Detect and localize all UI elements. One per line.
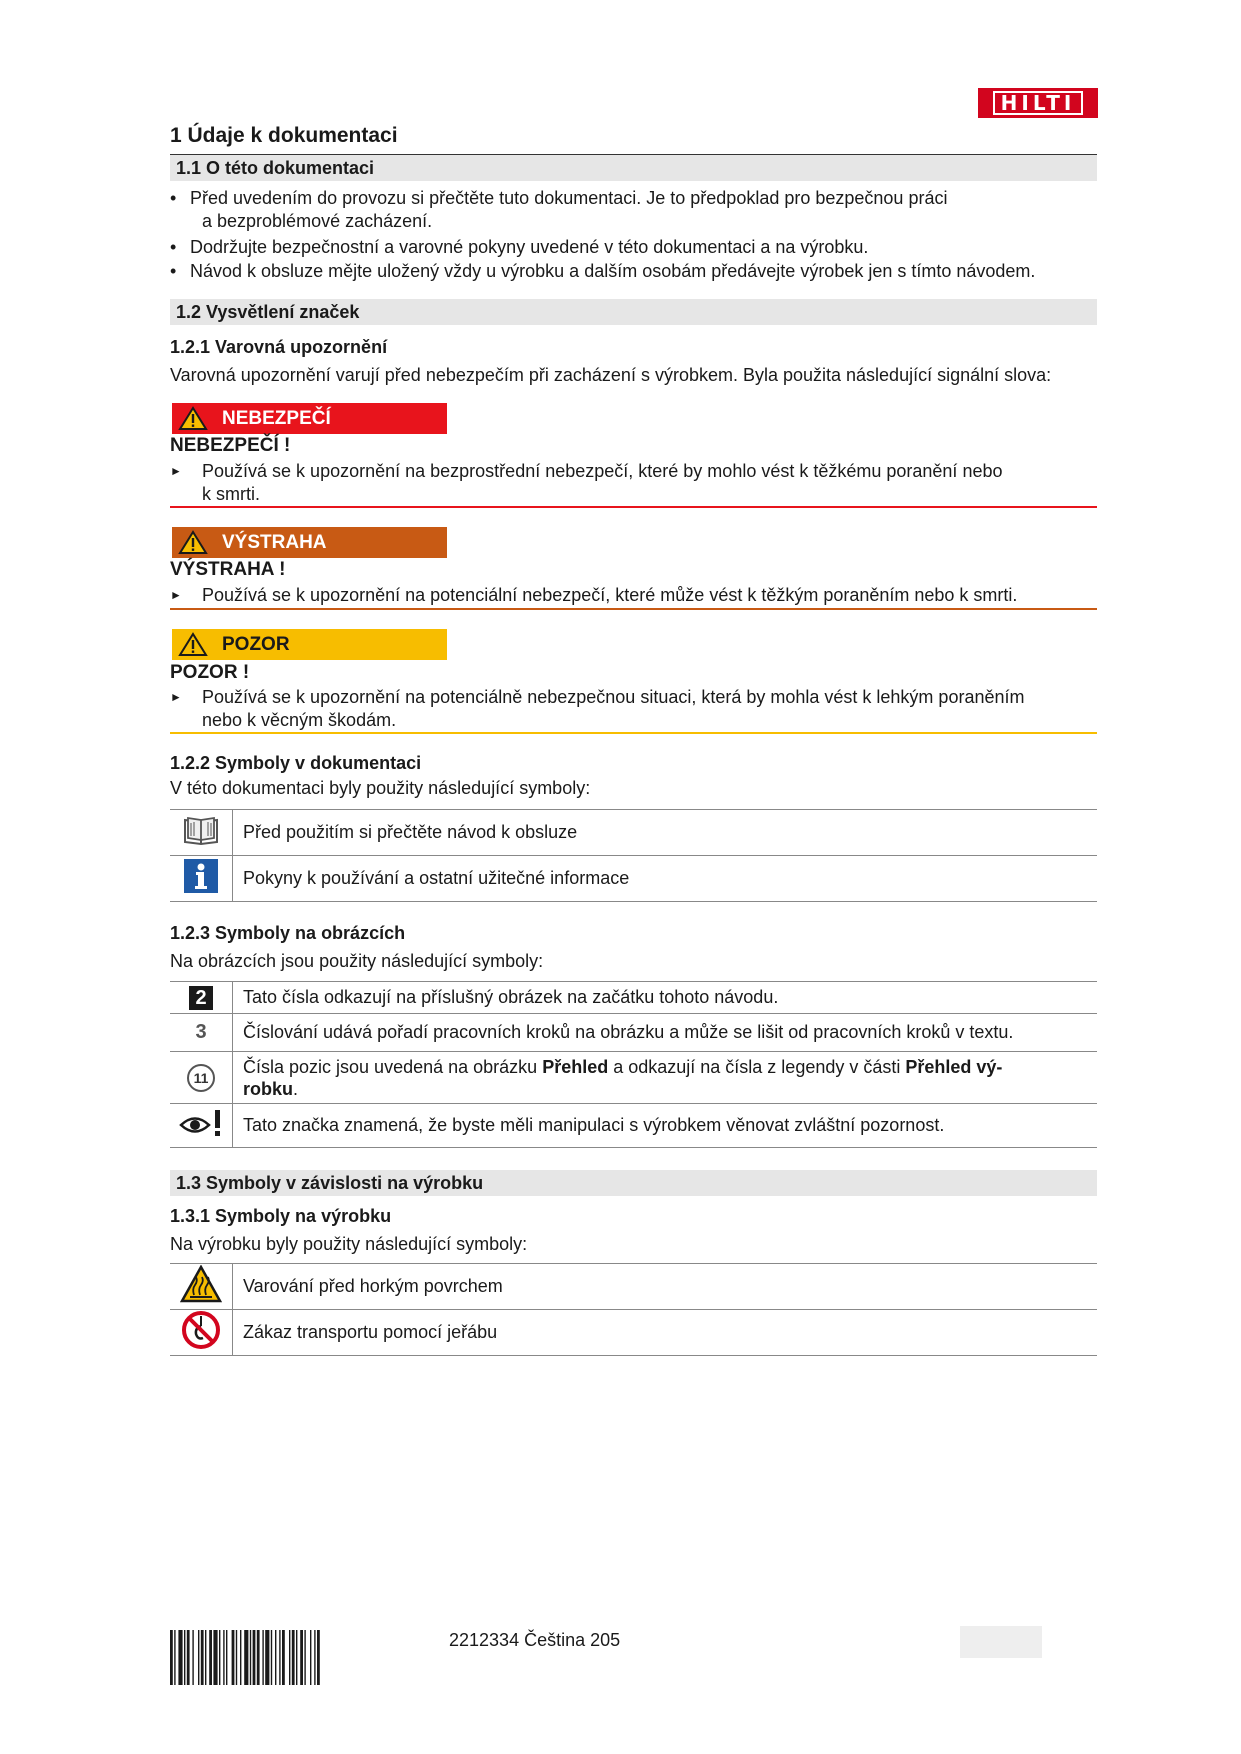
position-number-text	[233, 1052, 1098, 1104]
fig-symbols-intro: Na obrázcích jsou použity následující symboly:	[170, 951, 544, 971]
product-symbols-table	[170, 1263, 1097, 1356]
subsection-1-2-3-title: 1.2.3 Symboly na obrázcích	[170, 923, 406, 943]
table-row	[170, 1052, 1097, 1104]
table-row	[170, 1264, 1097, 1310]
danger-divider	[170, 506, 1097, 508]
table-row	[170, 1014, 1097, 1052]
bullet-1-line-2: a bezproblémové zacházení.	[202, 211, 433, 231]
caution-label: POZOR	[222, 634, 290, 655]
caution-line-1: Používá se k upozornění na potenciálně nebezpečnou situaci, která by mohla vést k lehkým poraněním	[202, 687, 1025, 707]
pos-text-bold-3: robku	[243, 1078, 294, 1099]
attention-text: Tato značka znamená, že byste měli manipulaci s výrobkem věnovat zvláštní pozornost.	[233, 1104, 1098, 1148]
subsection-1-3-1-title: 1.3.1 Symboly na výrobku	[170, 1206, 392, 1226]
figure-number-glyph: 2	[189, 986, 213, 1010]
warning-triangle-icon	[178, 406, 208, 431]
doc-symbols-table	[170, 809, 1097, 902]
logo-text: HILTI	[993, 91, 1084, 115]
warning-label: VÝSTRAHA	[222, 532, 327, 553]
footer-tab	[960, 1626, 1042, 1658]
no-crane-transport-icon	[170, 1310, 233, 1356]
warning-signal-box	[172, 527, 447, 558]
info-symbol-text: Pokyny k používání a ostatní užitečné informace	[233, 856, 1098, 902]
section-1-1-title: 1.1 O této dokumentaci	[170, 155, 1097, 181]
danger-description: ► Používá se k upozornění na bezprostřední nebezpečí, které by mohlo vést k těžkému poranění nebo k smrti.	[170, 460, 1100, 506]
danger-signal-box	[172, 403, 447, 434]
section-1-3-title: 1.3 Symboly v závislosti na výrobku	[170, 1170, 1097, 1196]
step-number-text: Číslování udává pořadí pracovních kroků na obrázku a může se lišit od pracovních kroků v textu.	[233, 1014, 1098, 1052]
caution-line-2: nebo k věcným škodám.	[202, 710, 397, 730]
table-row	[170, 982, 1097, 1014]
no-crane-text: Zákaz transportu pomocí jeřábu	[233, 1310, 1098, 1356]
figure-number-icon	[170, 982, 233, 1014]
attention-eye-icon	[170, 1104, 233, 1148]
hot-surface-text: Varování před horkým povrchem	[233, 1264, 1098, 1310]
table-row	[170, 856, 1097, 902]
danger-word: NEBEZPEČÍ !	[170, 435, 291, 456]
subsection-1-2-1-title: 1.2.1 Varovná upozornění	[170, 337, 388, 357]
warning-divider	[170, 608, 1097, 610]
step-number-icon	[170, 1014, 233, 1052]
danger-label: NEBEZPEČÍ	[222, 408, 331, 429]
position-number-icon	[170, 1052, 233, 1104]
table-row	[170, 810, 1097, 856]
caution-signal-box	[172, 629, 447, 660]
pos-text-bold-1: Přehled	[542, 1056, 609, 1077]
step-number-glyph: 3	[195, 1021, 207, 1043]
book-symbol-text: Před použitím si přečtěte návod k obsluze	[233, 810, 1098, 856]
caution-divider	[170, 732, 1097, 734]
pos-text-1: Čísla pozic jsou uvedená na obrázku	[243, 1056, 543, 1077]
bullet-3: • Návod k obsluze mějte uložený vždy u výrobku a dalším osobám předávejte výrobek jen s tímto návodem.	[170, 260, 1200, 283]
danger-line-1: Používá se k upozornění na bezprostřední nebezpečí, které by mohlo vést k těžkému poranění nebo	[202, 461, 1003, 481]
fig-symbols-table	[170, 981, 1097, 1148]
caution-word: POZOR !	[170, 662, 250, 683]
bullet-1: • Před uvedením do provozu si přečtěte tuto dokumentaci. Je to předpoklad pro bezpečnou práci a bezproblémové zacházení.	[170, 187, 1200, 233]
warning-word: VÝSTRAHA !	[170, 559, 286, 580]
product-symbols-intro: Na výrobku byly použity následující symboly:	[170, 1234, 528, 1254]
bullet-3-text: Návod k obsluze mějte uložený vždy u výrobku a dalším osobám předávejte výrobek jen s tímto návodem.	[190, 261, 1036, 281]
info-icon	[170, 856, 233, 902]
section-1-2-title: 1.2 Vysvětlení značek	[170, 299, 1097, 325]
warning-line-1: Používá se k upozornění na potenciální nebezpečí, které může vést k těžkým poraněním nebo k smrti.	[202, 585, 1018, 605]
hot-surface-warning-icon	[170, 1264, 233, 1310]
figure-number-text: Tato čísla odkazují na příslušný obrázek na začátku tohoto návodu.	[233, 982, 1098, 1014]
position-number-glyph: 11	[187, 1064, 215, 1092]
bullet-2-text: Dodržujte bezpečnostní a varovné pokyny uvedené v této dokumentaci a na výrobku.	[190, 237, 869, 257]
pos-text-2: a odkazují na čísla z legendy v části	[608, 1056, 906, 1077]
hilti-logo	[978, 88, 1098, 118]
doc-symbols-intro: V této dokumentaci byly použity následující symboly:	[170, 778, 591, 798]
warnings-intro: Varovná upozornění varují před nebezpečím při zacházení s výrobkem. Byla použita následující signální slova:	[170, 365, 1052, 385]
bullet-1-line-1: Před uvedením do provozu si přečtěte tuto dokumentaci. Je to předpoklad pro bezpečnou práci	[190, 188, 948, 208]
barcode	[170, 1630, 425, 1685]
book-icon	[170, 810, 233, 856]
footer-text: 2212334 Čeština 205	[449, 1630, 621, 1650]
subsection-1-2-2-title: 1.2.2 Symboly v dokumentaci	[170, 753, 422, 773]
table-row	[170, 1310, 1097, 1356]
caution-description: ► Používá se k upozornění na potenciálně nebezpečnou situaci, která by mohla vést k lehkým poraněním nebo k věcným škodám.	[170, 686, 1100, 732]
pos-text-bold-2: Přehled vý-	[905, 1056, 1003, 1077]
bullet-2: • Dodržujte bezpečnostní a varovné pokyny uvedené v této dokumentaci a na výrobku.	[170, 236, 1200, 259]
heading-1: 1 Údaje k dokumentaci	[170, 124, 1097, 156]
pos-text-end: .	[293, 1078, 299, 1099]
warning-triangle-icon	[178, 530, 208, 555]
table-row	[170, 1104, 1097, 1148]
warning-description: ► Používá se k upozornění na potenciální nebezpečí, které může vést k těžkým poraněním nebo k smrti.	[170, 584, 1100, 607]
warning-triangle-icon	[178, 632, 208, 657]
danger-line-2: k smrti.	[202, 484, 260, 504]
